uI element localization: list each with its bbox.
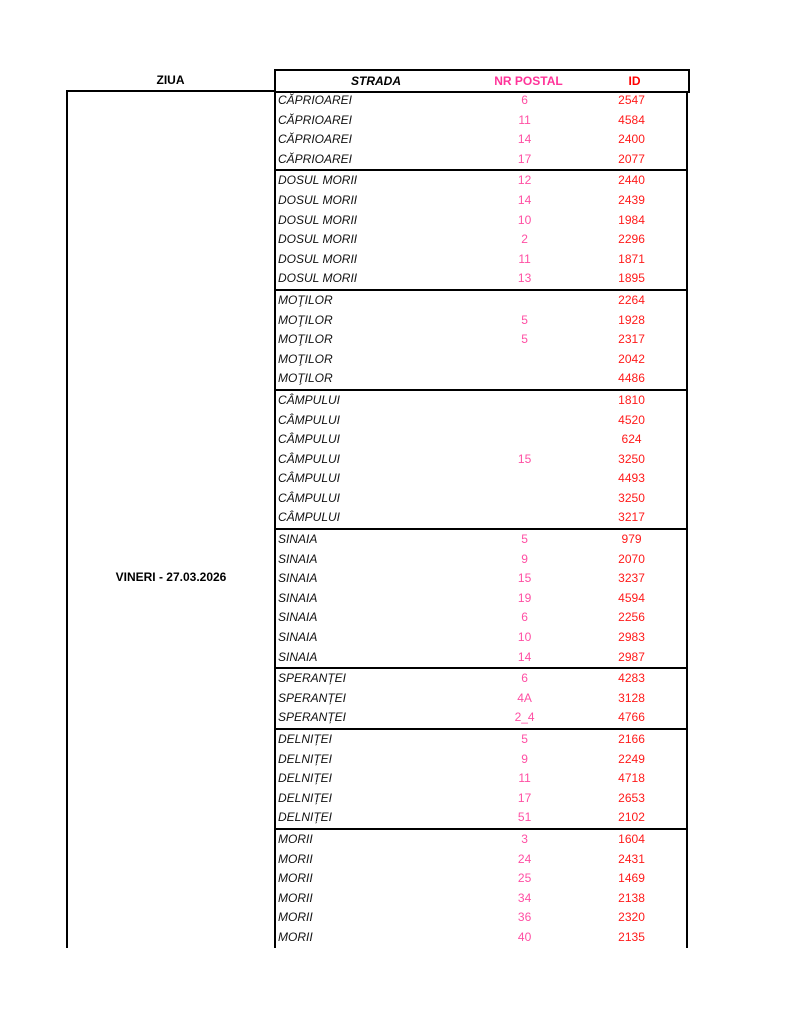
header-nr-postal: NR POSTAL bbox=[494, 74, 563, 88]
postal-number bbox=[472, 469, 577, 489]
postal-number: 5 bbox=[521, 332, 528, 347]
street-name: DOSUL MORII bbox=[278, 192, 358, 207]
postal-number: 10 bbox=[517, 212, 532, 227]
street-name: SINAIA bbox=[278, 532, 318, 547]
street-group bbox=[274, 291, 688, 391]
postal-number: 19 bbox=[517, 590, 532, 605]
postal-number: 11 bbox=[518, 112, 531, 127]
record-id: 2042 bbox=[618, 351, 645, 366]
postal-number: 25 bbox=[517, 871, 532, 886]
header-strada: STRADA bbox=[351, 74, 401, 88]
record-id: 2256 bbox=[618, 610, 645, 625]
postal-number: 6 bbox=[521, 610, 528, 625]
table-row bbox=[276, 730, 686, 750]
postal-number bbox=[472, 508, 577, 528]
postal-number bbox=[472, 489, 577, 509]
street-name: CĂPRIOAREI bbox=[278, 151, 353, 166]
postal-number: 2 bbox=[521, 232, 528, 247]
street-name: MORII bbox=[278, 851, 313, 866]
record-id: 4594 bbox=[618, 590, 645, 605]
record-id: 2135 bbox=[618, 929, 645, 944]
table-row bbox=[276, 211, 686, 231]
record-id: 3250 bbox=[618, 490, 645, 505]
postal-number: 15 bbox=[517, 571, 532, 586]
record-id: 2138 bbox=[618, 890, 645, 905]
postal-number: 36 bbox=[517, 910, 532, 925]
record-id: 2320 bbox=[618, 910, 645, 925]
record-id: 3250 bbox=[618, 451, 645, 466]
street-group bbox=[274, 730, 688, 830]
postal-number: 9 bbox=[521, 551, 528, 566]
table-row bbox=[276, 869, 686, 889]
street-group bbox=[274, 391, 688, 530]
postal-number: 6 bbox=[521, 93, 528, 107]
day-cell bbox=[66, 90, 276, 948]
street-name: CÂMPULUI bbox=[278, 471, 341, 486]
postal-number bbox=[472, 411, 577, 431]
record-id: 2547 bbox=[618, 93, 645, 107]
table-row bbox=[276, 789, 686, 809]
record-id: 2983 bbox=[618, 630, 645, 645]
record-id: 2440 bbox=[618, 173, 645, 188]
postal-number bbox=[472, 291, 577, 311]
record-id: 2653 bbox=[618, 790, 645, 805]
postal-number: 10 bbox=[517, 630, 532, 645]
record-id: 3128 bbox=[618, 690, 645, 705]
street-name: CĂPRIOAREI bbox=[278, 132, 353, 147]
table-row bbox=[276, 769, 686, 789]
postal-number: 3 bbox=[521, 831, 528, 846]
postal-number: 5 bbox=[521, 532, 528, 547]
street-table bbox=[274, 91, 688, 948]
table-row bbox=[276, 269, 686, 289]
postal-number: 14 bbox=[517, 132, 532, 147]
street-name: MORII bbox=[278, 871, 313, 886]
record-id: 3237 bbox=[618, 571, 645, 586]
street-name: MOŢILOR bbox=[278, 332, 333, 347]
street-name: MORII bbox=[278, 910, 313, 925]
street-name: SINAIA bbox=[278, 630, 318, 645]
table-row bbox=[276, 311, 686, 331]
table-row bbox=[276, 569, 686, 589]
street-name: CÂMPULUI bbox=[278, 451, 341, 466]
postal-number: 40 bbox=[517, 929, 532, 944]
street-name: MORII bbox=[278, 831, 313, 846]
table-row bbox=[276, 508, 686, 528]
table-row bbox=[276, 291, 686, 311]
postal-number: 24 bbox=[517, 851, 532, 866]
postal-number: 17 bbox=[517, 151, 532, 166]
table-row bbox=[276, 889, 686, 909]
street-name: DELNIȚEI bbox=[278, 751, 333, 766]
postal-number: 6 bbox=[521, 671, 528, 686]
street-name: MOŢILOR bbox=[278, 371, 333, 386]
street-name: SINAIA bbox=[278, 649, 318, 664]
record-id: 2317 bbox=[618, 332, 645, 347]
postal-number: 17 bbox=[517, 790, 532, 805]
postal-number: 15 bbox=[517, 451, 532, 466]
street-name: MOŢILOR bbox=[278, 312, 333, 327]
record-id: 2102 bbox=[618, 810, 645, 825]
street-name: DOSUL MORII bbox=[278, 251, 358, 266]
postal-number bbox=[472, 391, 577, 411]
table-row bbox=[276, 411, 686, 431]
record-id: 1469 bbox=[618, 871, 645, 886]
street-group bbox=[274, 830, 688, 948]
record-id: 4718 bbox=[618, 771, 645, 786]
postal-number bbox=[472, 430, 577, 450]
postal-number: 34 bbox=[517, 890, 532, 905]
street-group bbox=[274, 530, 688, 669]
street-name: DELNIȚEI bbox=[278, 771, 333, 786]
table-row bbox=[276, 111, 686, 131]
record-id: 2439 bbox=[618, 192, 645, 207]
table-row bbox=[276, 369, 686, 389]
street-name: DOSUL MORII bbox=[278, 271, 358, 286]
street-name: SINAIA bbox=[278, 590, 318, 605]
table-row bbox=[276, 708, 686, 728]
table-row bbox=[276, 250, 686, 270]
table-row bbox=[276, 908, 686, 928]
record-id: 1604 bbox=[618, 831, 645, 846]
table-row bbox=[276, 130, 686, 150]
record-id: 3217 bbox=[618, 510, 645, 525]
postal-number: 4A bbox=[517, 690, 532, 705]
postal-number: 5 bbox=[521, 312, 528, 327]
table-row bbox=[276, 191, 686, 211]
table-row bbox=[276, 450, 686, 470]
street-name: CĂPRIOAREI bbox=[278, 93, 353, 107]
table-row bbox=[276, 350, 686, 370]
record-id: 2077 bbox=[618, 151, 645, 166]
street-group bbox=[274, 91, 688, 171]
table-row bbox=[276, 689, 686, 709]
postal-number: 13 bbox=[517, 271, 532, 286]
street-name: DOSUL MORII bbox=[278, 173, 358, 188]
postal-number bbox=[472, 350, 577, 370]
table-row bbox=[276, 808, 686, 828]
record-id: 2166 bbox=[618, 732, 645, 746]
street-name: DELNIȚEI bbox=[278, 790, 333, 805]
record-id: 2400 bbox=[618, 132, 645, 147]
table-row bbox=[276, 750, 686, 770]
table-row bbox=[276, 928, 686, 948]
table-row bbox=[276, 550, 686, 570]
postal-number: 9 bbox=[521, 751, 528, 766]
day-label: VINERI - 27.03.2026 bbox=[115, 570, 227, 584]
table-row bbox=[276, 608, 686, 628]
postal-number: 11 bbox=[518, 771, 531, 786]
street-name: DELNIȚEI bbox=[278, 732, 333, 746]
street-name: SPERANȚEI bbox=[278, 710, 347, 725]
table-row bbox=[276, 469, 686, 489]
table-row bbox=[276, 648, 686, 668]
table-row bbox=[276, 230, 686, 250]
table-row bbox=[276, 150, 686, 170]
street-name: DOSUL MORII bbox=[278, 232, 358, 247]
record-id: 4584 bbox=[618, 112, 645, 127]
street-name: DELNIȚEI bbox=[278, 810, 333, 825]
record-id: 4520 bbox=[618, 412, 645, 427]
record-id: 2431 bbox=[618, 851, 645, 866]
table-row bbox=[276, 171, 686, 191]
record-id: 624 bbox=[621, 432, 642, 447]
table-row bbox=[276, 391, 686, 411]
table-row bbox=[276, 589, 686, 609]
street-name: SPERANȚEI bbox=[278, 671, 347, 686]
postal-number: 2_4 bbox=[514, 710, 535, 725]
record-id: 2987 bbox=[618, 649, 645, 664]
table-row bbox=[276, 628, 686, 648]
street-name: CÂMPULUI bbox=[278, 412, 341, 427]
table-header bbox=[274, 69, 690, 93]
header-ziua: ZIUA bbox=[156, 73, 185, 87]
street-name: CÂMPULUI bbox=[278, 510, 341, 525]
postal-number: 12 bbox=[517, 173, 532, 188]
street-name: SINAIA bbox=[278, 551, 318, 566]
postal-number: 5 bbox=[521, 732, 528, 746]
street-name: MOŢILOR bbox=[278, 292, 333, 307]
postal-number: 14 bbox=[517, 649, 532, 664]
table-row bbox=[276, 830, 686, 850]
postal-number: 51 bbox=[517, 810, 532, 825]
street-name: CÂMPULUI bbox=[278, 432, 341, 447]
street-name: CÂMPULUI bbox=[278, 392, 341, 407]
record-id: 1895 bbox=[618, 271, 645, 286]
record-id: 1871 bbox=[618, 251, 645, 266]
street-name: MORII bbox=[278, 890, 313, 905]
header-id: ID bbox=[628, 74, 641, 88]
street-group bbox=[274, 171, 688, 291]
street-name: DOSUL MORII bbox=[278, 212, 358, 227]
record-id: 1810 bbox=[618, 392, 645, 407]
table-row bbox=[276, 669, 686, 689]
record-id: 4766 bbox=[618, 710, 645, 725]
street-name: MOŢILOR bbox=[278, 351, 333, 366]
record-id: 979 bbox=[621, 532, 642, 547]
record-id: 4283 bbox=[618, 671, 645, 686]
record-id: 4493 bbox=[618, 471, 645, 486]
record-id: 4486 bbox=[618, 371, 645, 386]
table-row bbox=[276, 530, 686, 550]
record-id: 1984 bbox=[618, 212, 645, 227]
record-id: 2264 bbox=[618, 292, 645, 307]
street-name: SINAIA bbox=[278, 571, 318, 586]
street-name: CÂMPULUI bbox=[278, 490, 341, 505]
record-id: 1928 bbox=[618, 312, 645, 327]
record-id: 2070 bbox=[618, 551, 645, 566]
postal-number: 14 bbox=[517, 192, 532, 207]
table-row bbox=[276, 91, 686, 111]
postal-number: 11 bbox=[518, 251, 531, 266]
street-name: CĂPRIOAREI bbox=[278, 112, 353, 127]
postal-number bbox=[472, 369, 577, 389]
table-row bbox=[276, 330, 686, 350]
street-name: SPERANȚEI bbox=[278, 690, 347, 705]
table-row bbox=[276, 489, 686, 509]
table-row bbox=[276, 850, 686, 870]
street-group bbox=[274, 669, 688, 730]
street-name: SINAIA bbox=[278, 610, 318, 625]
record-id: 2249 bbox=[618, 751, 645, 766]
record-id: 2296 bbox=[618, 232, 645, 247]
table-row bbox=[276, 430, 686, 450]
street-name: MORII bbox=[278, 929, 313, 944]
